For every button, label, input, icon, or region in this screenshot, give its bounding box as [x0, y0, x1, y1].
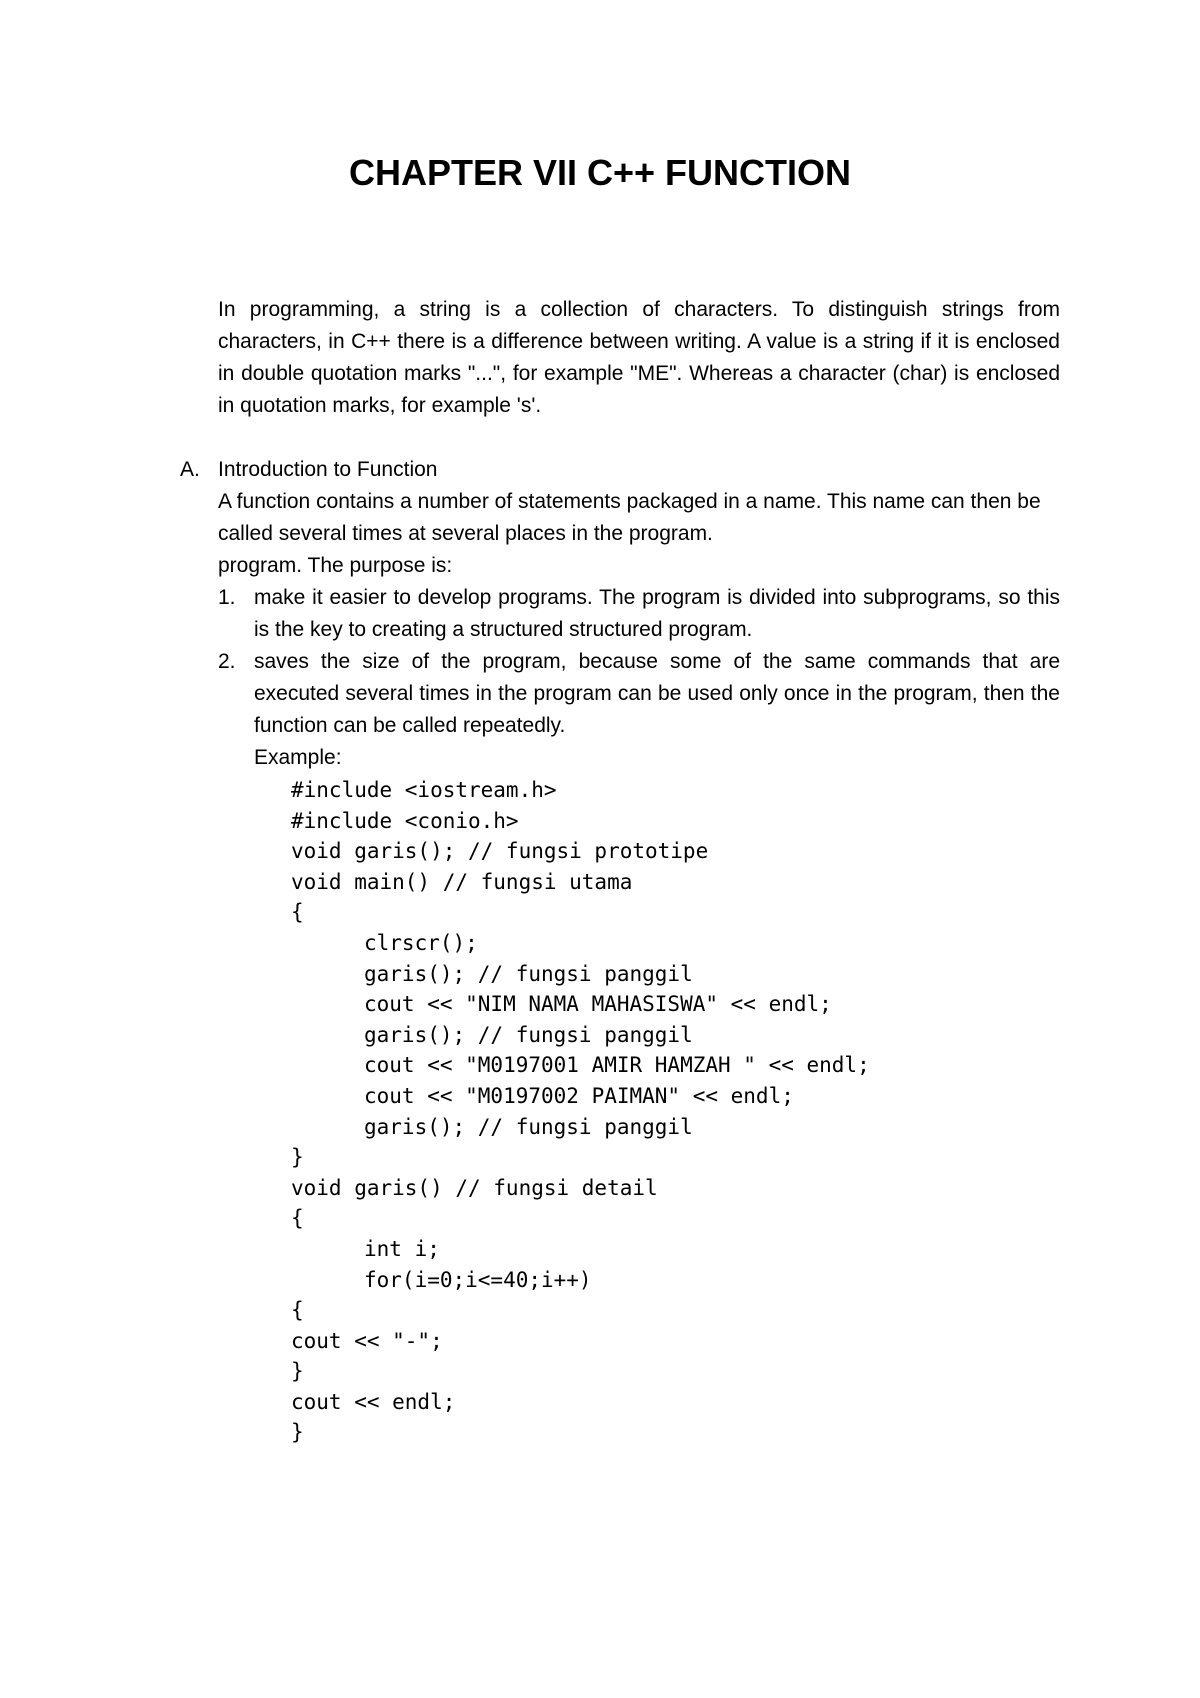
- page-title: CHAPTER VII C++ FUNCTION: [348, 152, 852, 193]
- code-line: }: [291, 1145, 304, 1170]
- code-line: cout << "M0197002 PAIMAN" << endl;: [364, 1083, 794, 1108]
- code-line: cout << "M0197001 AMIR HAMZAH " << endl;: [364, 1053, 870, 1078]
- code-line: cout << endl;: [291, 1389, 456, 1414]
- code-line: garis(); // fungsi panggil: [364, 961, 693, 986]
- code-line: cout << "NIM NAMA MAHASISWA" << endl;: [364, 992, 832, 1017]
- code-line: {: [291, 900, 304, 925]
- list-item-number: 1.: [218, 586, 236, 609]
- code-line: }: [291, 1359, 304, 1384]
- code-line: garis(); // fungsi panggil: [364, 1114, 693, 1139]
- code-line: void main() // fungsi utama: [291, 869, 633, 894]
- section-a-purpose-line: program. The purpose is:: [218, 554, 453, 577]
- code-line: void garis(); // fungsi prototipe: [291, 839, 709, 864]
- code-line: clrscr();: [364, 930, 478, 955]
- code-line: {: [291, 1206, 304, 1231]
- list-item-text: saves the size of the program, because some of the same commands that are executed several times in the program can be used only once in the program, then the function can be called repeatedly.: [254, 650, 1060, 737]
- code-line: #include <iostream.h>: [291, 778, 557, 802]
- code-line: #include <conio.h>: [291, 808, 519, 833]
- code-line: for(i=0;i<=40;i++): [364, 1267, 592, 1292]
- code-line: int i;: [364, 1236, 440, 1261]
- example-label: Example:: [254, 746, 342, 769]
- code-block: [0, 775, 1200, 1448]
- code-line: garis(); // fungsi panggil: [364, 1022, 693, 1047]
- section-a-body: A function contains a number of statements packaged in a name. This name can then be called several times at several places in the program.: [218, 490, 1041, 545]
- code-line: }: [291, 1420, 304, 1445]
- section-a-marker: A.: [180, 458, 200, 481]
- section-a-heading: Introduction to Function: [218, 458, 438, 481]
- code-line: void garis() // fungsi detail: [291, 1175, 658, 1200]
- list-item-text: make it easier to develop programs. The program is divided into subprograms, so this is the key to creating a structured structured program.: [254, 586, 1060, 641]
- list-item-number: 2.: [218, 650, 236, 673]
- intro-paragraph: In programming, a string is a collection of characters. To distinguish strings from characters, in C++ there is a difference between writing. A value is a string if it is enclosed in double quotation marks "...", for example "ME". Whereas a character (char) is enclosed in quotation marks, for example 's'.: [218, 298, 1060, 417]
- code-line: cout << "-";: [291, 1328, 443, 1353]
- code-line: {: [291, 1298, 304, 1323]
